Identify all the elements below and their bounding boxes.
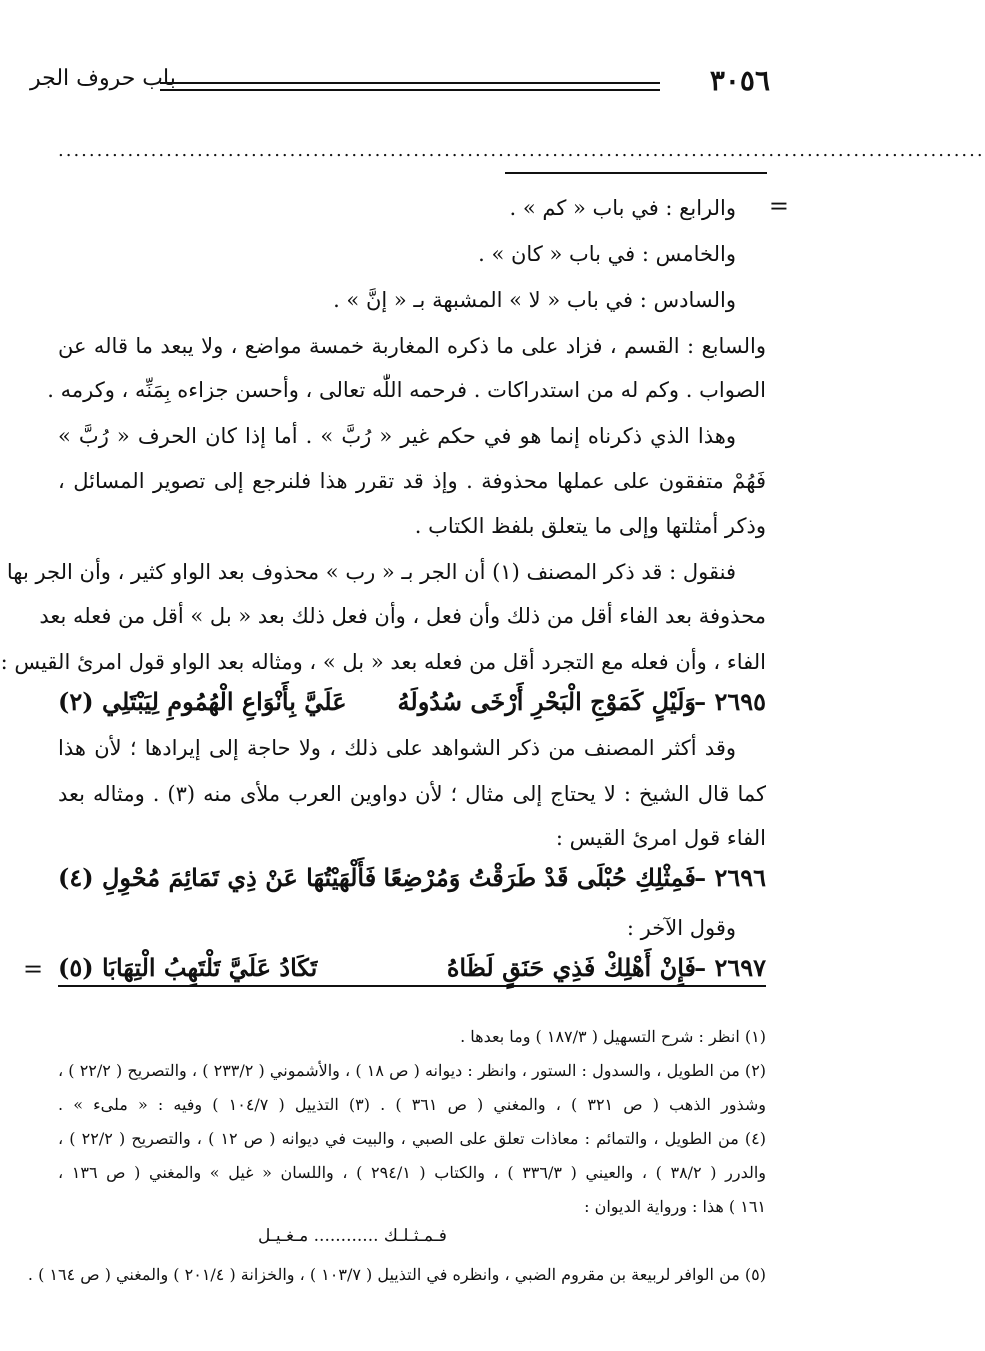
verse-number: ٢٦٩٥ – [694, 687, 766, 716]
header-double-rule [160, 82, 660, 91]
text-line: كما قال الشيخ : لا يحتاج إلى مثال ؛ لأن دواوين العرب ملأى منه (٣) . ومثاله بعد [58, 782, 766, 806]
text-line: والرابع : في باب « كم » . [509, 196, 736, 220]
footnote-5: (٥) من الوافر لربيعة بن مقروم الضبي ، وانظره في التذييل ( ١٠٣/٧ ) ، والخزانة ( ٢٠١/٤ ) والمغني ( ص ١٦٤ ) . [27, 1265, 766, 1284]
verse-first-hemistich: فَمِثْلِكِ حُبْلَى قَدْ طَرَقْتُ وَمُرْضِعًا [383, 863, 696, 892]
text-line: وقد أكثر المصنف من ذكر الشواهد على ذلك ، ولا حاجة إلى إيرادها ؛ لأن هذا [58, 736, 736, 760]
text-line: والسابع : القسم ، فزاد على ما ذكره المغاربة خمسة مواضع ، ولا يبعد ما قاله عن [58, 334, 766, 358]
text-line: الصواب . وكم له من استدراكات . فرحمه اللّٰه تعالى ، وأحسن جزاءه بِمَنِّه ، وكرمه . [47, 378, 766, 402]
footnote-2: (٢) من الطويل ، والسدول : الستور ، وانظر : ديوانه ( ص ١٨ ) ، والأشموني ( ٢٣٣/٢ ) ، والتصريح ( ٢٢/٢ ) ، [58, 1061, 767, 1080]
running-header [30, 62, 770, 102]
verse-second-hemistich: فَأَلْهَيْتُهَا عَنْ ذِي تَمَائِمَ مُحْوِلِ (٤) [58, 863, 377, 892]
verse-first-hemistich: وَلَيْلٍ كَمَوْجِ الْبَحْرِ أَرْخَى سُدُولَهُ [397, 687, 696, 716]
verse-number: ٢٦٩٧ – [694, 953, 766, 982]
text-line: فَهُمْ متفقون على عملها محذوفة . وإذ قد تقرر هذا فلنرجع إلى تصوير المسائل ، [58, 469, 766, 493]
verse-first-hemistich: فَإِنْ أَهْلِكْ فَذِي حَنَقٍ لَظَاهُ [446, 953, 696, 982]
text-line: وهذا الذي ذكرناه إنما هو في حكم غير « رُبَّ » . أما إذا كان الحرف « رُبَّ » [58, 424, 736, 448]
dotted-separator: ........................................................................................................................ [58, 140, 985, 161]
text-line: الفاء ، وأن فعله مع التجرد أقل من فعله بعد « بل » ، ومثاله بعد الواو قول امرئ القيس : [0, 650, 766, 674]
footnote-4-cont: ١٦١ ) هذا : ورواية الديوان : [584, 1197, 766, 1216]
short-rule [505, 172, 767, 174]
continuation-mark-bottom: = [23, 955, 44, 983]
footnote-4-cont: والدرر ( ٣٨/٢ ) ، والعيني ( ٣٣٦/٣ ) ، والكتاب ( ٢٩٤/١ ) ، واللسان « غيل » والمغني ( ص ١٣٦ ، [58, 1163, 767, 1182]
text-line: محذوفة بعد الفاء أقل من ذلك وأن فعل ، وأن فعل ذلك بعد « بل » أقل من فعله بعد [39, 604, 766, 628]
text-line: والخامس : في باب « كان » . [478, 242, 736, 266]
page-number: ٣٠٥٦ [709, 64, 770, 97]
continuation-mark-top: = [768, 192, 789, 220]
footnote-rule [58, 985, 766, 987]
text-line: وذكر أمثلتها وإلى ما يتعلق بلفظ الكتاب . [414, 514, 766, 538]
verse-number: ٢٦٩٦ – [694, 863, 766, 892]
footnote-4: (٤) من الطويل ، والتمائم : معاذات تعلق على الصبي ، والبيت في ديوانه ( ص ١٢ ) ، والتصريح ( ٢٢/٢ ) ، [58, 1129, 767, 1148]
footnote-1: (١) انظر : شرح التسهيل ( ١٨٧/٣ ) وما بعدها . [460, 1027, 766, 1046]
footnote-2-3: وشذور الذهب ( ص ٣٢١ ) ، والمغني ( ص ٣٦١ ) . (٣) التذييل ( ١٠٤/٧ ) وفيه : « ملىء » . [58, 1095, 767, 1114]
text-line: وقول الآخر : [626, 916, 736, 940]
text-line: فنقول : قد ذكر المصنف (١) أن الجر بـ « رب » محذوف بعد الواو كثير ، وأن الجر بها [6, 560, 736, 584]
diwan-variant: فـمـثـلـك ............ مـغـيـل [258, 1226, 447, 1246]
verse-second-hemistich: تَكَادُ عَلَيَّ تَلْتَهِبُ الْتِهَابَا (٥) [58, 953, 318, 982]
verse-2695 [58, 684, 766, 724]
text-line: والسادس : في باب « لا » المشبهة بـ « إنَّ » . [333, 288, 736, 312]
verse-2697 [58, 950, 766, 990]
verse-2696 [58, 860, 766, 900]
chapter-title: باب حروف الجر [30, 66, 176, 91]
text-line: الفاء قول امرئ القيس : [555, 826, 766, 850]
verse-second-hemistich: عَلَيَّ بِأَنْوَاعِ الْهُمُومِ لِيَبْتَلِي (٢) [58, 687, 347, 716]
